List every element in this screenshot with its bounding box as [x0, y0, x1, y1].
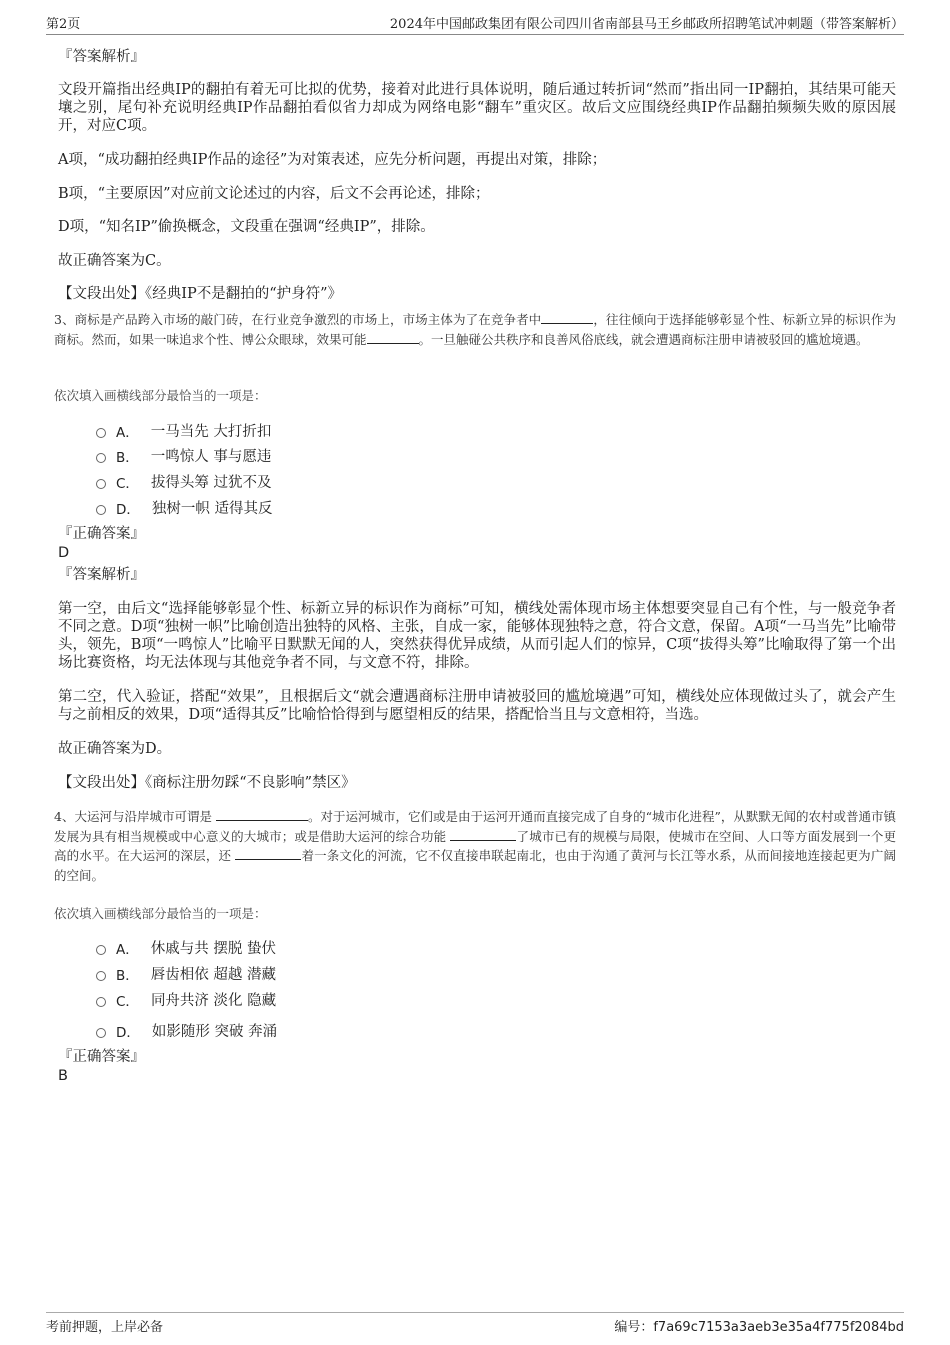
q2-conclusion: 故正确答案为C。: [58, 253, 171, 269]
q3-conclusion: 故正确答案为D。: [58, 741, 172, 757]
page-number: 第2页: [46, 17, 81, 32]
q2-analysis-paragraph: 文段开篇指出经典IP的翻拍有着无可比拟的优势，接着对此进行具体说明，随后通过转折词“然而”指出同一IP翻拍，其结果可能天壤之别，尾句补充说明经典IP作品翻拍看似省力却成为网络电影“翻车”重灾区。故后文应围绕经典IP作品翻拍频频失败的原因展开，对应C项。: [58, 82, 896, 134]
q4-stem: 4、大运河与沿岸城市可谓是 。对于运河城市，它们或是由于运河开通而直接完成了自身的“城市化进程”，从默默无闻的农村或普通市镇发展为具有相当规模或中心意义的大城市；或是借助大运河的综合功能 了城市已有的规模与局限，使城市在空间、人口等方面发展到一个更高的水平。在大运河的深层，还 着一条文化的河流，它不仅直接串联起南北，也由于沟通了黄河与长江等水系，从而间接地连接起更为广阔的空间。: [54, 809, 896, 883]
q4-option-c[interactable]: C． 同舟共济 淡化 隐藏: [96, 989, 276, 1010]
q2-analysis-option-b: B项，“主要原因”对应前文论述过的内容，后文不会再论述，排除；: [58, 186, 490, 202]
q3-analysis-paragraph-2: 第二空，代入验证，搭配“效果”，且根据后文“就会遭遇商标注册申请被驳回的尴尬境遇”可知，横线处应体现做过头了，就会产生与之前相反的效果，D项“适得其反”比喻恰恰得到与愿望相反的结果，搭配恰当且与文意相符，当选。: [58, 689, 896, 723]
q3-option-a[interactable]: A． 一马当先 大打折扣: [96, 420, 271, 441]
q4-answer-label: 『正确答案』: [58, 1049, 145, 1065]
document-code: 编号：f7a69c7153a3aeb3e35a4f775f2084bd: [614, 1320, 904, 1335]
blank-line: [235, 847, 301, 860]
q2-source: 【文段出处】《经典IP不是翻拍的“护身符”》: [58, 286, 343, 302]
footer-slogan: 考前押题，上岸必备: [46, 1320, 164, 1335]
q3-option-c[interactable]: C． 拔得头筹 过犹不及: [96, 471, 272, 492]
q4-option-d[interactable]: D． 如影随形 突破 奔涌: [96, 1020, 277, 1041]
blank-line: [450, 828, 516, 841]
radio-button[interactable]: [96, 997, 106, 1007]
q4-answer: B: [58, 1068, 68, 1084]
q3-analysis-label: 『答案解析』: [58, 567, 145, 583]
q3-option-d[interactable]: D． 独树一帜 适得其反: [96, 497, 273, 518]
q2-analysis-option-d: D项，“知名IP”偷换概念，文段重在强调“经典IP”，排除。: [58, 219, 435, 235]
radio-button[interactable]: [96, 453, 106, 463]
q2-analysis-option-a: A项，“成功翻拍经典IP作品的途径”为对策表述，应先分析问题，再提出对策，排除；: [58, 152, 607, 168]
radio-button[interactable]: [96, 945, 106, 955]
q4-prompt: 依次填入画横线部分最恰当的一项是：: [54, 906, 267, 921]
q3-answer-label: 『正确答案』: [58, 526, 145, 542]
q3-source: 【文段出处】《商标注册勿踩“不良影响”禁区》: [58, 775, 356, 791]
document-title: 2024年中国邮政集团有限公司四川省南部县马王乡邮政所招聘笔试冲刺题（带答案解析）: [389, 17, 904, 32]
blank-line: [367, 331, 419, 344]
q3-answer: D: [58, 545, 70, 561]
q3-prompt: 依次填入画横线部分最恰当的一项是：: [54, 388, 267, 403]
q3-analysis-paragraph-1: 第一空，由后文“选择能够彰显个性、标新立异的标识作为商标”可知，横线处需体现市场主体想要突显自己有个性，与一般竞争者不同之意。D项“独树一帜”比喻创造出独特的风格、主张，自成一家，能够体现独特之意，符合文意，保留。A项“一马当先”比喻带头，领先，B项“一鸣惊人”比喻平日默默无闻的人，突然获得优异成绩，从而引起人们的惊异，C项“拔得头筹”比喻取得了第一个出场比赛资格，均无法体现与其他竞争者不同，与文意不符，排除。: [58, 601, 896, 671]
q2-analysis-label: 『答案解析』: [58, 49, 145, 65]
radio-button[interactable]: [96, 479, 106, 489]
blank-line: [216, 808, 308, 821]
q3-stem: 3、商标是产品跨入市场的敲门砖，在行业竞争激烈的市场上，市场主体为了在竞争者中 ，往往倾向于选择能够彰显个性、标新立异的标识作为商标。然而，如果一味追求个性、博公众眼球，效果可能 。一旦触碰公共秩序和良善风俗底线，就会遭遇商标注册申请被驳回的尴尬境遇。: [54, 312, 896, 347]
page-header: [46, 14, 904, 35]
q4-option-a[interactable]: A． 休戚与共 摆脱 蛰伏: [96, 937, 276, 958]
q3-option-b[interactable]: B． 一鸣惊人 事与愿违: [96, 445, 271, 466]
radio-button[interactable]: [96, 1028, 106, 1038]
page-footer: [46, 1312, 904, 1335]
blank-line: [541, 311, 593, 324]
radio-button[interactable]: [96, 505, 106, 515]
radio-button[interactable]: [96, 971, 106, 981]
radio-button[interactable]: [96, 428, 106, 438]
q4-option-b[interactable]: B． 唇齿相依 超越 潜藏: [96, 963, 276, 984]
